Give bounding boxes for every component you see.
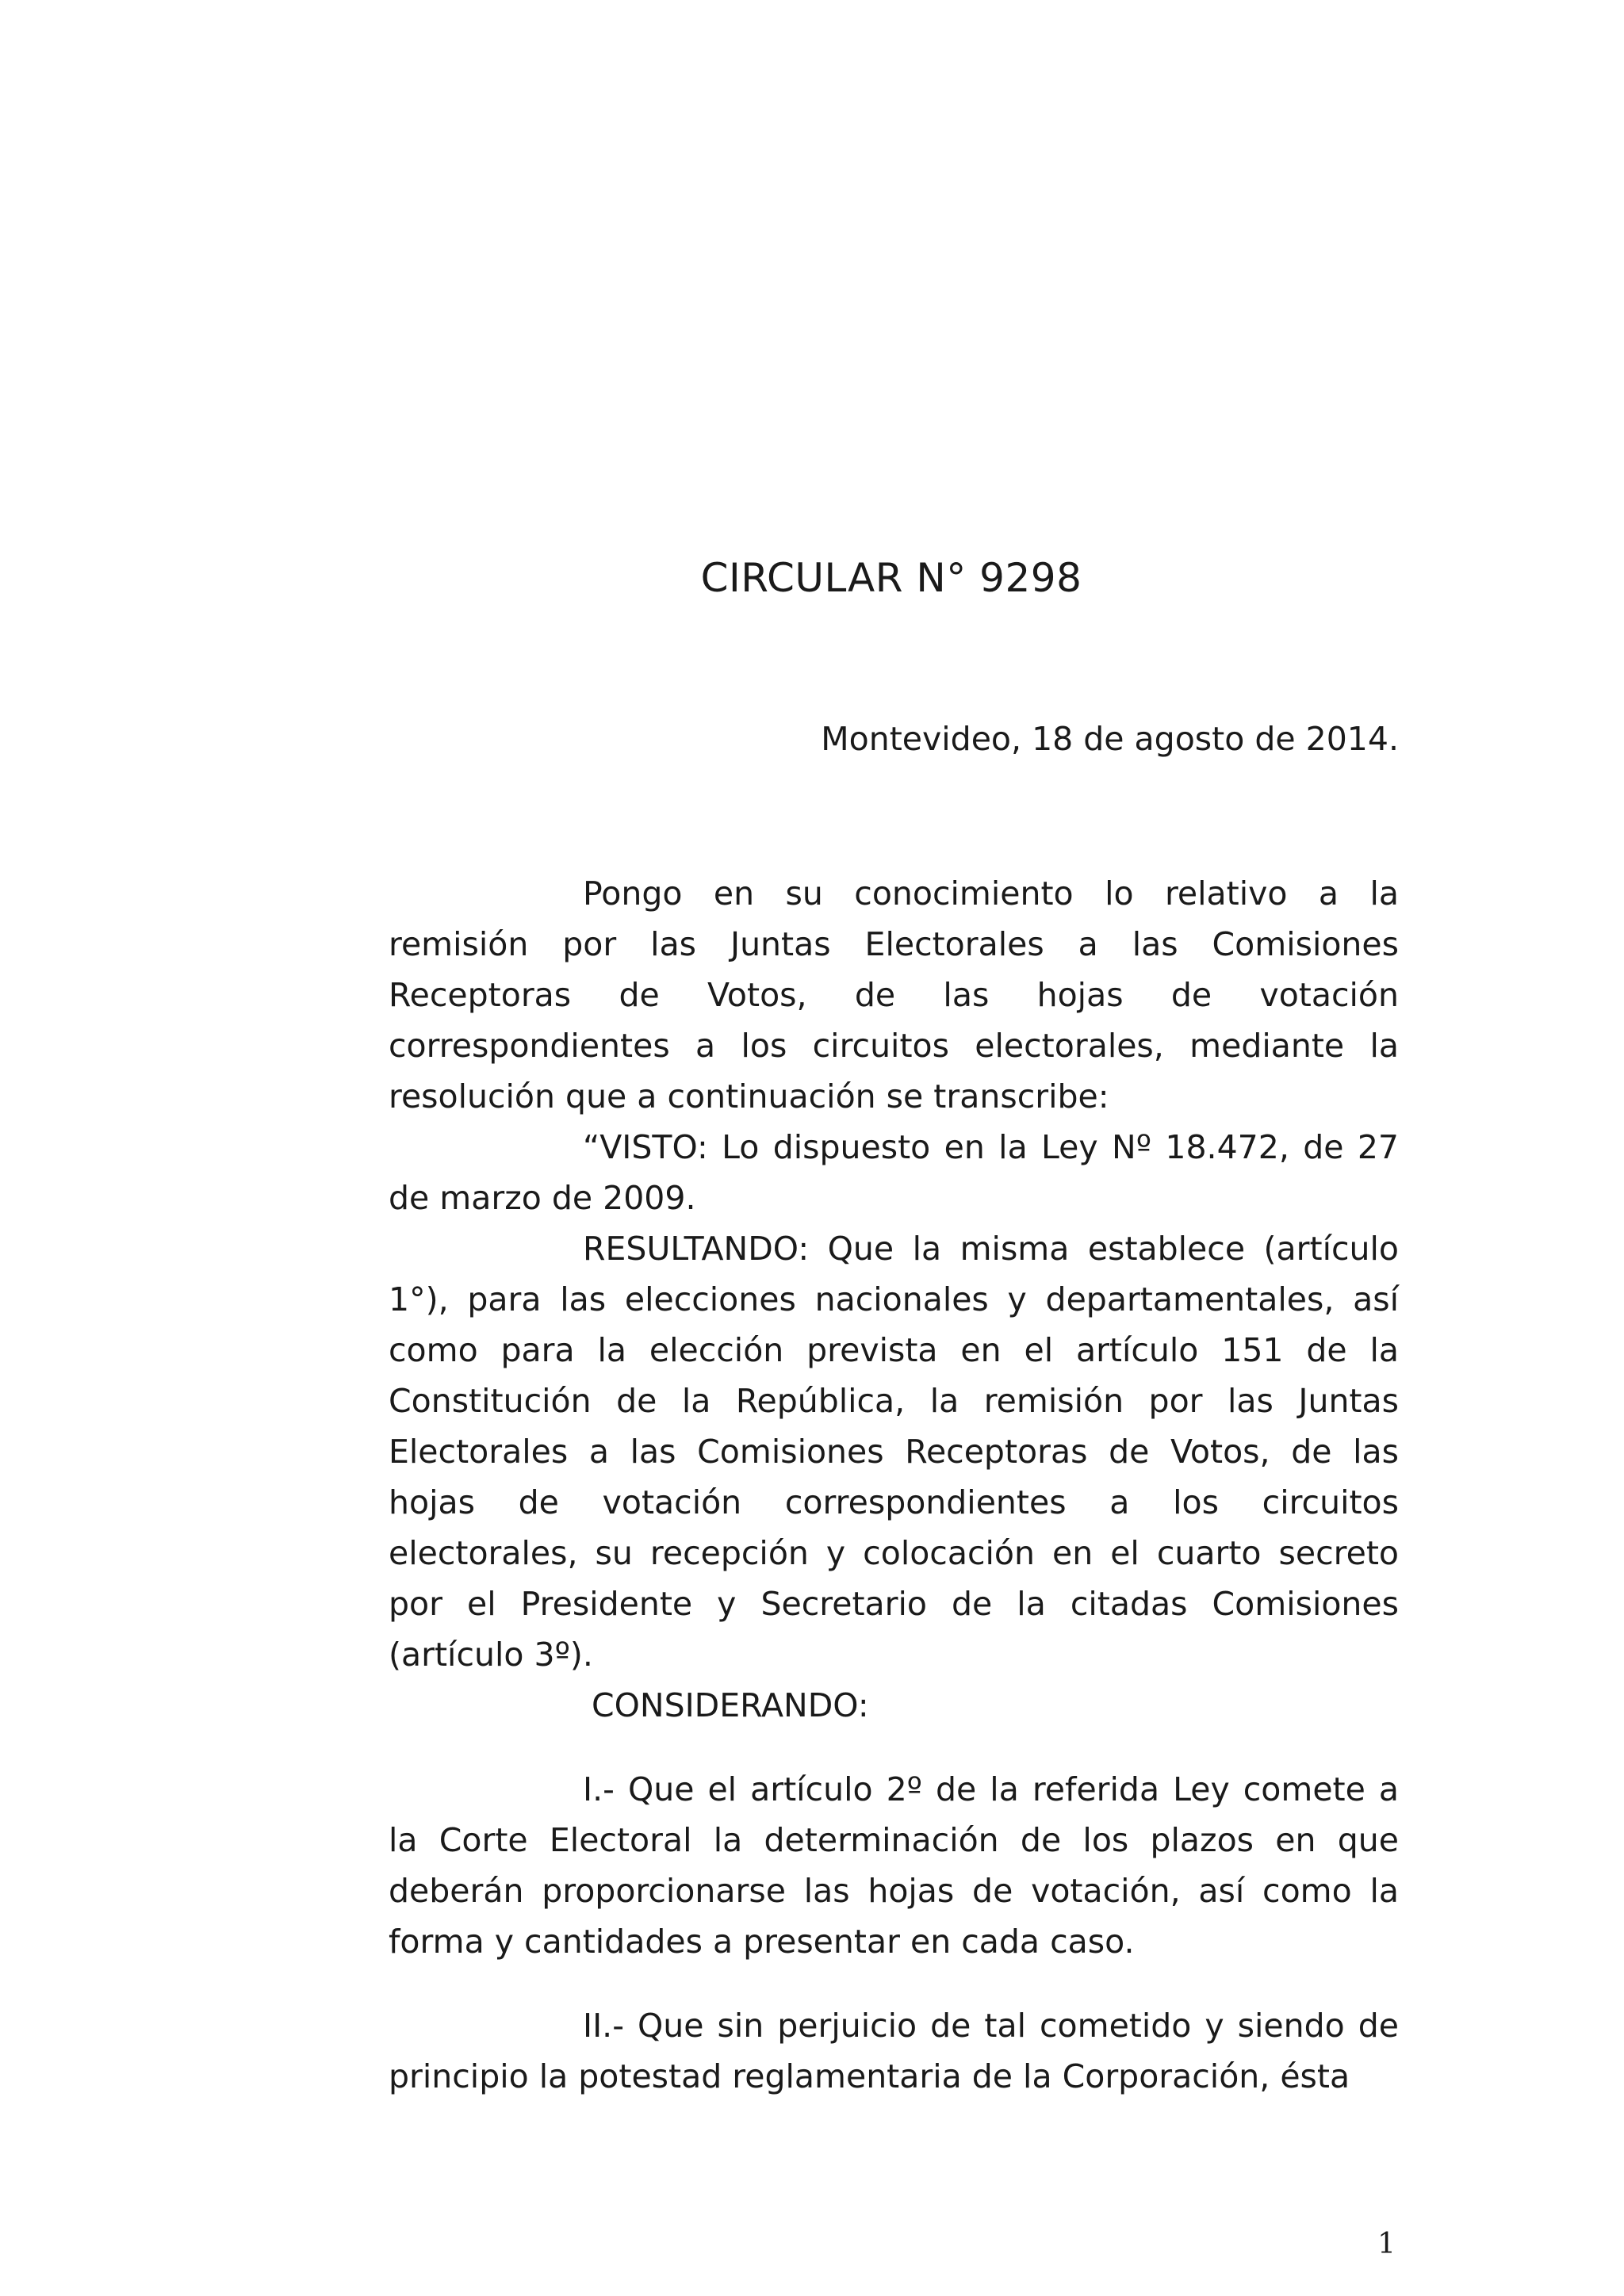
document-title [0,555,1624,601]
paragraph-considerando-ii: II.- Que sin perjuicio de tal cometido y siendo de principio la potestad reglamentaria de la Corporación, ésta [389,2007,1399,2095]
document-title-text: CIRCULAR N° 9298 [700,555,1082,601]
page-number: 1 [1377,2228,1396,2260]
paragraph-considerando-heading: CONSIDERANDO: [592,1686,869,1724]
paragraph-visto: “VISTO: Lo dispuesto en la Ley Nº 18.472, de 27 de marzo de 2009. [389,1128,1399,1217]
paragraph-considerando-i: I.- Que el artículo 2º de la referida Ley comete a la Corte Electoral la determinación de los plazos en que deberán proporcionarse las hojas de votación, así como la forma y cantidades a presentar en cada caso. [389,1770,1399,1961]
document-body [389,868,1399,2102]
paragraph-resultando: RESULTANDO: Que la misma establece (artículo 1°), para las elecciones nacionales y departamentales, así como para la elección prevista en el artículo 151 de la Constitución de la República, la remisión por las Juntas Electorales a las Comisiones Receptoras de Votos, de las hojas de votación correspondientes a los circuitos electorales, su recepción y colocación en el cuarto secreto por el Presidente y Secretario de la citadas Comisiones (artículo 3º). [389,1230,1399,1674]
paragraph-intro: Pongo en su conocimiento lo relativo a la remisión por las Juntas Electorales a las Comisiones Receptoras de Votos, de las hojas de votación correspondientes a los circuitos electorales, mediante la resolución que a continuación se transcribe: [389,874,1399,1115]
date-line: Montevideo, 18 de agosto de 2014. [821,720,1399,758]
